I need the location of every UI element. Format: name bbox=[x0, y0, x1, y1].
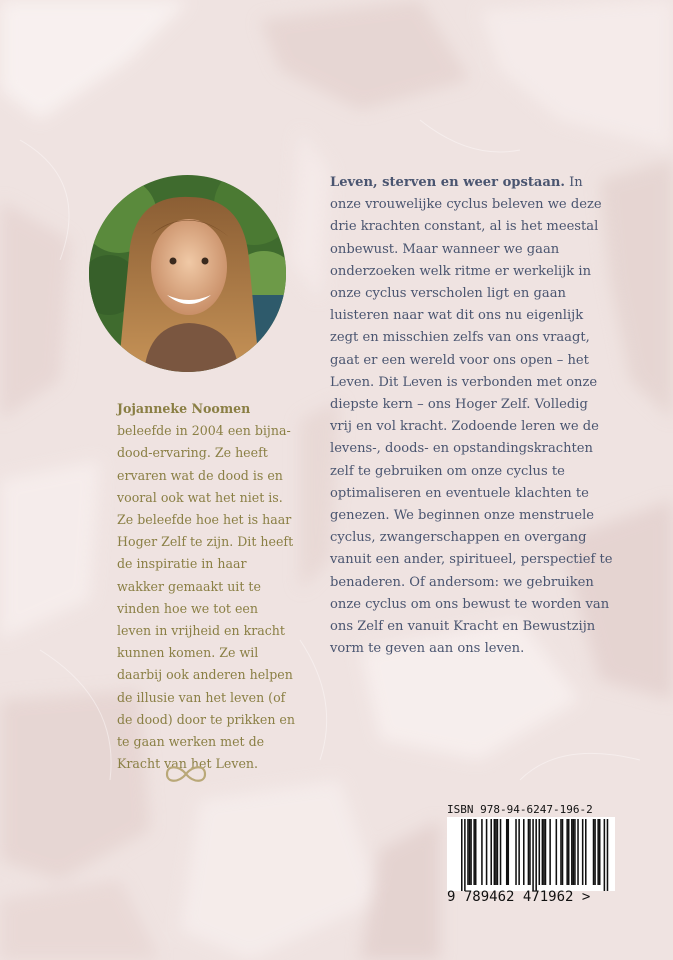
barcode-bar bbox=[515, 819, 517, 885]
barcode-bar bbox=[574, 819, 576, 885]
barcode-bar bbox=[481, 819, 483, 885]
barcode-bar bbox=[475, 819, 477, 885]
blurb-lead: Leven, sterven en weer opstaan. bbox=[330, 175, 565, 190]
barcode-bar bbox=[571, 819, 573, 885]
barcode-bar bbox=[593, 819, 595, 885]
barcode-bar bbox=[490, 819, 492, 885]
author-portrait bbox=[89, 175, 286, 372]
barcode-bar bbox=[604, 819, 606, 891]
barcode-bar bbox=[566, 819, 568, 885]
author-bio bbox=[117, 398, 295, 775]
barcode-bar bbox=[549, 819, 551, 885]
barcode-bars bbox=[447, 817, 615, 891]
barcode-background bbox=[447, 817, 615, 891]
barcode-bar bbox=[542, 819, 544, 885]
barcode-bar bbox=[573, 819, 575, 885]
barcode-bar bbox=[467, 819, 469, 885]
barcode-bar bbox=[597, 819, 599, 885]
barcode-bar bbox=[599, 819, 601, 885]
barcode-bar bbox=[500, 819, 502, 885]
barcode-bar bbox=[461, 819, 463, 891]
barcode-bar bbox=[518, 819, 520, 885]
barcode-bar bbox=[582, 819, 584, 885]
infinity-icon bbox=[161, 762, 211, 786]
barcode-bar bbox=[497, 819, 499, 885]
barcode-bar bbox=[577, 819, 579, 885]
barcode-bar bbox=[543, 819, 545, 885]
blurb-body: In onze vrouwelijke cyclus beleven we deze drie krachten constant, al is het meestal onbewust. Maar wanneer we gaan onderzoeken welk ritme er werkelijk in onze cyclus verscholen ligt en gaan luisteren naar wat dit ons nu eigenlijk zegt en misschien zelfs van ons vraagt, gaat er een wereld voor ons open – het Leven. Dit Leven is verbonden met onze diepste kern – ons Hoger Zelf. Volledig vrij en vol kracht. Zodoende leren we de levens-, doods- en opstandingskrachten zelf te gebruiken om onze cyclus te optimaliseren en eventuele klachten te genezen. We beginnen onze menstruele cyclus, zwangerschappen en overgang vanuit een ander, spiritueel, perspectief te benaderen. Of andersom: we gebruiken onze cyclus om ons bewust te worden van ons Zelf en vanuit Kracht en Bewustzijn vorm te geven aan ons leven. bbox=[330, 175, 613, 657]
barcode-bar bbox=[528, 819, 530, 885]
barcode-bar bbox=[539, 819, 541, 885]
barcode-bar bbox=[494, 819, 496, 885]
isbn-barcode bbox=[447, 803, 615, 913]
author-name: Jojanneke Noomen bbox=[117, 401, 251, 416]
barcode-bar bbox=[535, 819, 537, 891]
barcode-bar bbox=[607, 819, 609, 891]
barcode-bar bbox=[585, 819, 587, 885]
barcode-bar bbox=[594, 819, 596, 885]
barcode-bar bbox=[470, 819, 472, 885]
barcode-digits: 9 789462 471962 > bbox=[447, 889, 591, 905]
barcode-bar bbox=[506, 819, 508, 885]
barcode-bar bbox=[523, 819, 525, 885]
barcode-bar bbox=[464, 819, 466, 891]
barcode-bar bbox=[545, 819, 547, 885]
barcode-bar bbox=[568, 819, 570, 885]
barcode-bar bbox=[532, 819, 534, 891]
barcode-bar bbox=[495, 819, 497, 885]
author-bio-text: beleefde in 2004 een bijna-dood-ervaring. Ze heeft ervaren wat de dood is en vooral ook wat het niet is. Ze beleefde hoe het is haar Hoger Zelf te zijn. Dit heeft de inspiratie in haar wakker gemaakt uit te vinden hoe we tot een leven in vrijheid en kracht kunnen komen. Ze wil daarbij ook anderen helpen de illusie van het leven (of de dood) door te prikken en te gaan werken met de Kracht van het Leven. bbox=[117, 423, 295, 772]
barcode-bar bbox=[529, 819, 531, 885]
back-cover-blurb bbox=[330, 172, 613, 660]
barcode-bar bbox=[556, 819, 558, 885]
barcode-bar bbox=[508, 819, 510, 885]
barcode-bar bbox=[473, 819, 475, 885]
barcode-bar bbox=[560, 819, 562, 885]
isbn-label: ISBN 978-94-6247-196-2 bbox=[447, 803, 593, 816]
barcode-bar bbox=[469, 819, 471, 885]
barcode-bar bbox=[562, 819, 564, 885]
barcode-bar bbox=[486, 819, 488, 885]
